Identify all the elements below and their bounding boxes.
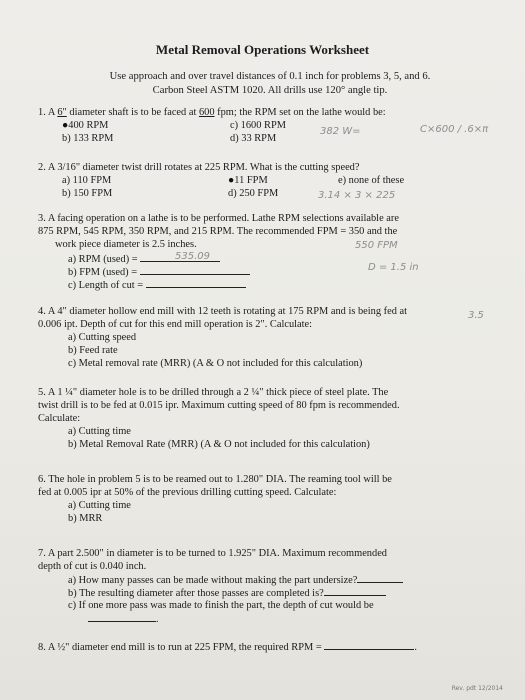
problem-1: 1. A 6" diameter shaft is to be faced at 600 fpm; the RPM set on the lathe would be: bbox=[38, 107, 386, 118]
problem-2: 2. A 3/16" diameter twist drill rotates at 225 RPM. What is the cutting speed? bbox=[38, 162, 360, 173]
problem-1-option-b: b) 133 RPM bbox=[62, 133, 114, 144]
footer-mark: Rev. pdt 12/2014 bbox=[451, 685, 503, 692]
problem-5-part-b: b) Metal Removal Rate (MRR) (A & O not included for this calculation) bbox=[68, 439, 370, 450]
handwritten-note-6: D = 1.5 in bbox=[368, 262, 419, 273]
problem-5-line-3: Calculate: bbox=[38, 413, 81, 424]
problem-7-part-b: b) The resulting diameter after those passes are completed is? bbox=[50, 586, 386, 600]
problem-5-part-a: a) Cutting time bbox=[68, 426, 131, 437]
instructions-line-1: Use approach and over travel distances of 0.1 inch for problems 3, 5, and 6. bbox=[109, 71, 431, 82]
problem-6-part-b: b) MRR bbox=[68, 513, 103, 524]
problem-3-part-b: b) FPM (used) = bbox=[50, 265, 250, 279]
handwritten-note-1: 382 W= bbox=[320, 126, 361, 137]
problem-6-part-a: a) Cutting time bbox=[68, 500, 131, 511]
problem-7-line-2: depth of cut is 0.040 inch. bbox=[38, 561, 147, 572]
problem-3-line-2: 875 RPM, 545 RPM, 350 RPM, and 215 RPM. The recommended FPM = 350 and the bbox=[38, 226, 398, 237]
problem-3-line-3: work piece diameter is 2.5 inches. bbox=[55, 239, 197, 250]
problem-2-option-a: a) 110 FPM bbox=[62, 175, 112, 186]
problem-7-part-a: a) How many passes can be made without making the part undersize? bbox=[50, 573, 403, 587]
problem-3-line-1: 3. A facing operation on a lathe is to be performed. Lathe RPM selections available are bbox=[38, 213, 399, 224]
problem-2-option-c: b) 150 FPM bbox=[62, 188, 113, 199]
problem-7-part-c: c) If one more pass was made to finish the part, the depth of cut would be bbox=[68, 600, 374, 611]
problem-8: 8. A ½" diameter end mill is to run at 225 FPM, the required RPM = . bbox=[38, 642, 417, 653]
problem-4-line-2: 0.006 ipt. Depth of cut for this end mill operation is 2". Calculate: bbox=[38, 319, 313, 330]
problem-3-part-a: a) RPM (used) = bbox=[50, 252, 220, 266]
handwritten-note-5: 550 FPM bbox=[355, 240, 398, 251]
problem-1-option-d: d) 33 RPM bbox=[230, 133, 277, 144]
handwritten-note-4: 535.09 bbox=[175, 251, 210, 262]
problem-5-line-1: 5. A 1 ¼" diameter hole is to be drilled through a 2 ¼" thick piece of steel plate. The bbox=[38, 387, 389, 398]
problem-7-line-1: 7. A part 2.500" in diameter is to be turned to 1.925" DIA. Maximum recommended bbox=[38, 548, 387, 559]
problem-4-part-c: c) Metal removal rate (MRR) (A & O not included for this calculation) bbox=[68, 358, 363, 369]
problem-7-answer-blank: . bbox=[88, 612, 159, 626]
problem-2-option-e: e) none of these bbox=[338, 175, 405, 186]
problem-1-option-c: c) 1600 RPM bbox=[230, 120, 286, 131]
problem-2-option-d: d) 250 FPM bbox=[228, 188, 279, 199]
page-title: Metal Removal Operations Worksheet bbox=[155, 42, 370, 57]
problem-2-option-b: ●11 FPM bbox=[228, 175, 268, 186]
problem-4-part-b: b) Feed rate bbox=[68, 345, 118, 356]
problem-1-option-a: ●400 RPM bbox=[62, 120, 109, 131]
instructions-line-2: Carbon Steel ASTM 1020. All drills use 120° angle tip. bbox=[152, 85, 388, 96]
problem-6-line-1: 6. The hole in problem 5 is to be reamed out to 1.280" DIA. The reaming tool will be bbox=[38, 474, 392, 485]
problem-4-part-a: a) Cutting speed bbox=[68, 332, 137, 343]
problem-3-part-c: c) Length of cut = bbox=[50, 278, 246, 292]
handwritten-note-2: C×600 / .6×π bbox=[420, 124, 489, 135]
handwritten-note-7: 3.5 bbox=[468, 310, 484, 321]
problem-4-line-1: 4. A 4" diameter hollow end mill with 12 teeth is rotating at 175 RPM and is being fed at bbox=[38, 306, 408, 317]
problem-6-line-2: fed at 0.005 ipr at 50% of the previous drilling cutting speed. Calculate: bbox=[38, 487, 337, 498]
handwritten-note-3: 3.14 × 3 × 225 bbox=[318, 190, 396, 201]
problem-5-line-2: twist drill is to be fed at 0.015 ipr. Maximum cutting speed of 80 fpm is recommended. bbox=[38, 400, 400, 411]
